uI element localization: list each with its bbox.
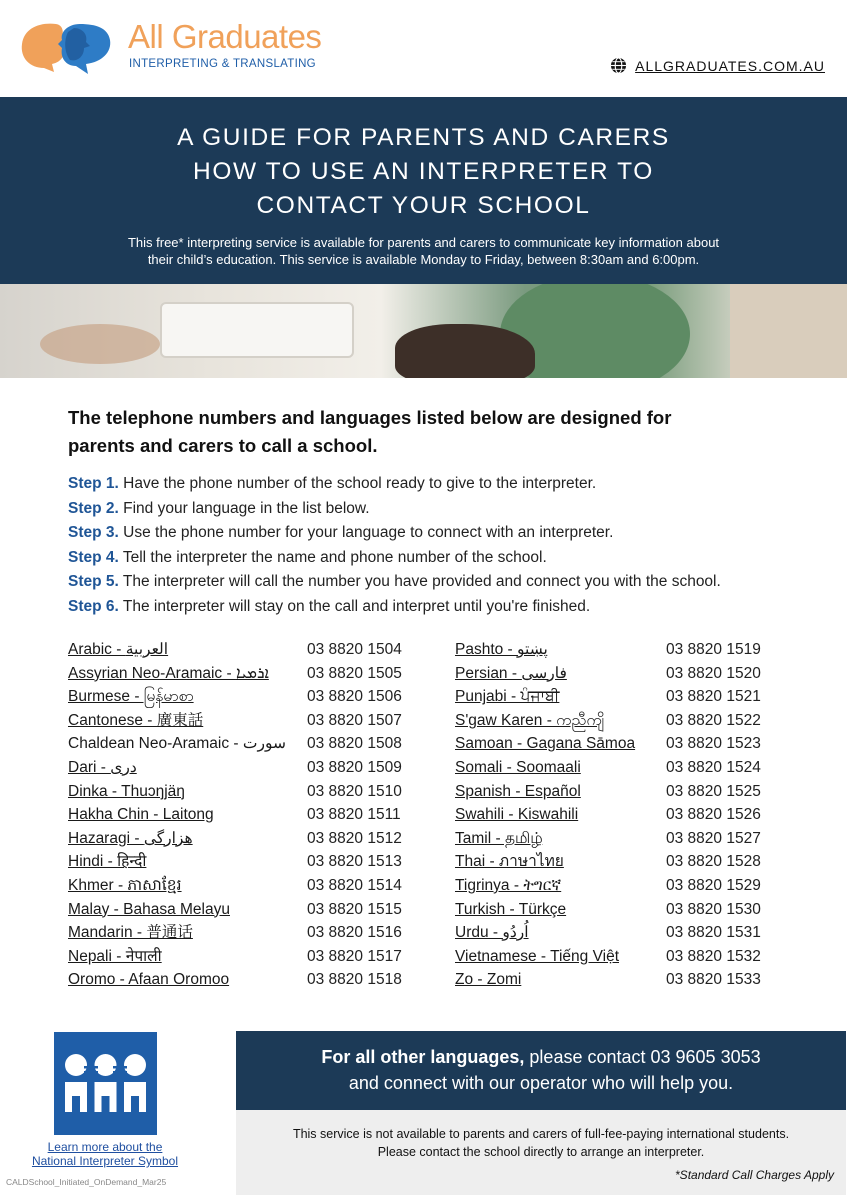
language-name[interactable]: Arabic - العربية [68, 641, 169, 658]
language-name[interactable]: Zo - Zomi [455, 971, 522, 989]
page-title [0, 97, 847, 223]
language-row [455, 803, 775, 827]
language-phone: 03 8820 1529 [666, 876, 761, 894]
language-name[interactable]: Burmese - မြန်မာစာ [68, 688, 194, 706]
language-row [455, 709, 775, 733]
heading-line: parents and carers to call a school. [68, 435, 378, 456]
logo-title: All Graduates [128, 18, 322, 55]
language-phone: 03 8820 1517 [307, 947, 402, 965]
language-phone: 03 8820 1531 [666, 924, 761, 942]
classroom-photo [0, 284, 847, 378]
language-phone: 03 8820 1521 [666, 688, 761, 706]
language-phone: 03 8820 1520 [666, 664, 761, 682]
language-name[interactable]: Swahili - Kiswahili [455, 806, 579, 824]
language-name[interactable]: Spanish - Español [455, 782, 581, 800]
language-list-right [455, 638, 775, 992]
contact-line-2: and connect with our operator who will help you. [348, 1073, 734, 1093]
intro-text [64, 234, 784, 268]
language-name[interactable]: Khmer - ភាសាខ្មែរ [68, 876, 182, 894]
photo-shape [730, 284, 847, 378]
language-row [455, 921, 775, 945]
language-row [68, 898, 413, 922]
logo-faces-icon [18, 18, 118, 76]
title-banner [0, 97, 847, 284]
notice-text [236, 1110, 846, 1161]
language-name[interactable]: Tamil - தமிழ் [455, 829, 543, 847]
contact-bold: For all other languages, [321, 1047, 525, 1067]
steps-list [68, 472, 828, 619]
language-name[interactable]: Punjabi - ਪੰਜਾਬੀ [455, 688, 560, 706]
language-phone: 03 8820 1519 [666, 641, 761, 658]
language-row [68, 803, 413, 827]
step-label: Step 2. [68, 499, 119, 517]
step-text: Have the phone number of the school ready to give to the interpreter. [123, 475, 597, 492]
language-row [455, 850, 775, 874]
step-label: Step 1. [68, 475, 119, 492]
contact-line [236, 1031, 846, 1070]
language-row [68, 685, 413, 709]
step-item [68, 595, 828, 620]
language-name[interactable]: Thai - ภาษาไทย [455, 853, 564, 871]
language-name[interactable]: Hakha Chin - Laitong [68, 806, 214, 824]
language-phone: 03 8820 1510 [307, 782, 402, 800]
language-row [68, 638, 413, 662]
language-phone: 03 8820 1508 [307, 735, 402, 753]
language-phone: 03 8820 1515 [307, 900, 402, 918]
heading-line: The telephone numbers and languages listed below are designed for [68, 407, 672, 428]
link-line: National Interpreter Symbol [31, 1154, 179, 1168]
language-phone: 03 8820 1524 [666, 758, 761, 776]
logo [18, 18, 338, 78]
language-name[interactable]: Turkish - Türkçe [455, 900, 567, 918]
step-item [68, 570, 828, 595]
interpreter-symbol-link[interactable] [20, 1140, 190, 1168]
contact-phone-text: please contact 03 9605 3053 [524, 1047, 761, 1067]
language-row [68, 780, 413, 804]
language-name[interactable]: Hindi - हिन्दी [68, 853, 147, 871]
language-name[interactable]: Somali - Soomaali [455, 758, 581, 776]
language-row [455, 945, 775, 969]
title-line: A GUIDE FOR PARENTS AND CARERS [177, 124, 670, 151]
website-url: ALLGRADUATES.COM.AU [635, 57, 825, 74]
language-phone: 03 8820 1525 [666, 782, 761, 800]
language-name[interactable]: Cantonese - 廣東話 [68, 711, 204, 729]
language-row [68, 874, 413, 898]
language-name[interactable]: Oromo - Afaan Oromoo [68, 971, 230, 989]
contact-banner [236, 1031, 846, 1110]
step-item [68, 497, 828, 522]
language-phone: 03 8820 1512 [307, 829, 402, 847]
language-name[interactable]: S'gaw Karen - ကညီကျိ [455, 711, 604, 729]
link-line: Learn more about the [47, 1140, 163, 1154]
language-phone: 03 8820 1509 [307, 758, 402, 776]
national-interpreter-symbol-icon [54, 1032, 157, 1135]
intro-line: This free* interpreting service is available for parents and carers to communicate key information about [127, 235, 720, 250]
language-phone: 03 8820 1533 [666, 971, 761, 989]
language-list-left [68, 638, 413, 992]
language-phone: 03 8820 1532 [666, 947, 761, 965]
document-code: CALDSchool_Initiated_OnDemand_Mar25 [6, 1177, 167, 1187]
website-link[interactable] [610, 57, 825, 74]
language-name[interactable]: Mandarin - 普通话 [68, 924, 193, 942]
language-row [68, 850, 413, 874]
language-row [455, 874, 775, 898]
language-phone: 03 8820 1526 [666, 806, 761, 824]
language-phone: 03 8820 1511 [307, 806, 401, 824]
step-text: Use the phone number for your language to connect with an interpreter. [123, 524, 614, 541]
step-label: Step 3. [68, 524, 119, 541]
photo-shape [395, 324, 535, 378]
language-phone: 03 8820 1513 [307, 853, 402, 871]
language-row [68, 756, 413, 780]
language-name[interactable]: Vietnamese - Tiếng Việt [455, 947, 619, 965]
step-label: Step 5. [68, 573, 119, 590]
language-name[interactable]: Persian - فارسی [455, 664, 567, 682]
step-text: The interpreter will stay on the call and interpret until you're finished. [122, 597, 591, 615]
language-row [455, 780, 775, 804]
language-row [455, 662, 775, 686]
step-item [68, 546, 828, 571]
language-name[interactable]: Samoan - Gagana Sāmoa [455, 735, 636, 753]
language-phone: 03 8820 1523 [666, 735, 761, 753]
step-item [68, 472, 828, 497]
language-name[interactable]: Malay - Bahasa Melayu [68, 900, 230, 918]
notice-line: Please contact the school directly to arrange an interpreter. [377, 1145, 705, 1159]
language-name[interactable]: Assyrian Neo-Aramaic - ܐܪܡܝܐ [68, 664, 269, 682]
step-text: Tell the interpreter the name and phone number of the school. [122, 548, 547, 566]
language-row [68, 662, 413, 686]
language-row [68, 709, 413, 733]
language-name[interactable]: Hazaragi - هزارگی [68, 829, 193, 847]
section-heading [68, 404, 768, 460]
language-phone: 03 8820 1504 [307, 641, 402, 658]
language-row [68, 945, 413, 969]
notice-box [236, 1110, 846, 1195]
language-name[interactable]: Dari - دری [68, 758, 137, 776]
language-row [455, 638, 775, 662]
step-label: Step 6. [68, 597, 119, 615]
title-line: CONTACT YOUR SCHOOL [256, 192, 591, 219]
language-phone: 03 8820 1507 [307, 711, 402, 729]
photo-shape [40, 324, 160, 364]
language-name[interactable]: Urdu - اُردُو [455, 924, 529, 942]
language-phone: 03 8820 1506 [307, 688, 402, 706]
language-phone: 03 8820 1505 [307, 664, 402, 682]
language-phone: 03 8820 1527 [666, 829, 761, 847]
call-charges-note: *Standard Call Charges Apply [675, 1168, 834, 1182]
photo-shape [160, 302, 354, 358]
step-label: Step 4. [68, 548, 119, 566]
language-row [68, 827, 413, 851]
language-row [68, 968, 413, 992]
language-name[interactable]: Pashto - پښتو [455, 641, 548, 658]
language-row [455, 827, 775, 851]
language-row [455, 732, 775, 756]
language-name: Chaldean Neo-Aramaic - سورت [68, 735, 286, 753]
language-row [68, 732, 413, 756]
language-row [455, 968, 775, 992]
language-phone: 03 8820 1522 [666, 711, 761, 729]
language-phone: 03 8820 1528 [666, 853, 761, 871]
logo-subtitle: INTERPRETING & TRANSLATING [129, 58, 316, 70]
language-row [455, 685, 775, 709]
step-item [68, 521, 828, 546]
step-text: Find your language in the list below. [123, 499, 370, 517]
globe-icon [610, 57, 627, 74]
language-name[interactable]: Tigrinya - ትግርኛ [455, 876, 562, 894]
language-phone: 03 8820 1518 [307, 971, 402, 989]
title-line: HOW TO USE AN INTERPRETER TO [193, 158, 654, 185]
intro-line: their child’s education. This service is available Monday to Friday, between 8:30am and 6:00pm. [147, 252, 700, 267]
language-phone: 03 8820 1514 [307, 876, 402, 894]
language-name[interactable]: Nepali - नेपाली [68, 947, 162, 965]
language-phone: 03 8820 1530 [666, 900, 761, 918]
notice-line: This service is not available to parents and carers of full-fee-paying international students. [292, 1127, 790, 1141]
language-row [455, 756, 775, 780]
language-row [68, 921, 413, 945]
step-text: The interpreter will call the number you have provided and connect you with the school. [122, 573, 721, 590]
language-name[interactable]: Dinka - Thuɔŋjäŋ [68, 782, 185, 800]
language-row [455, 898, 775, 922]
language-phone: 03 8820 1516 [307, 924, 402, 942]
